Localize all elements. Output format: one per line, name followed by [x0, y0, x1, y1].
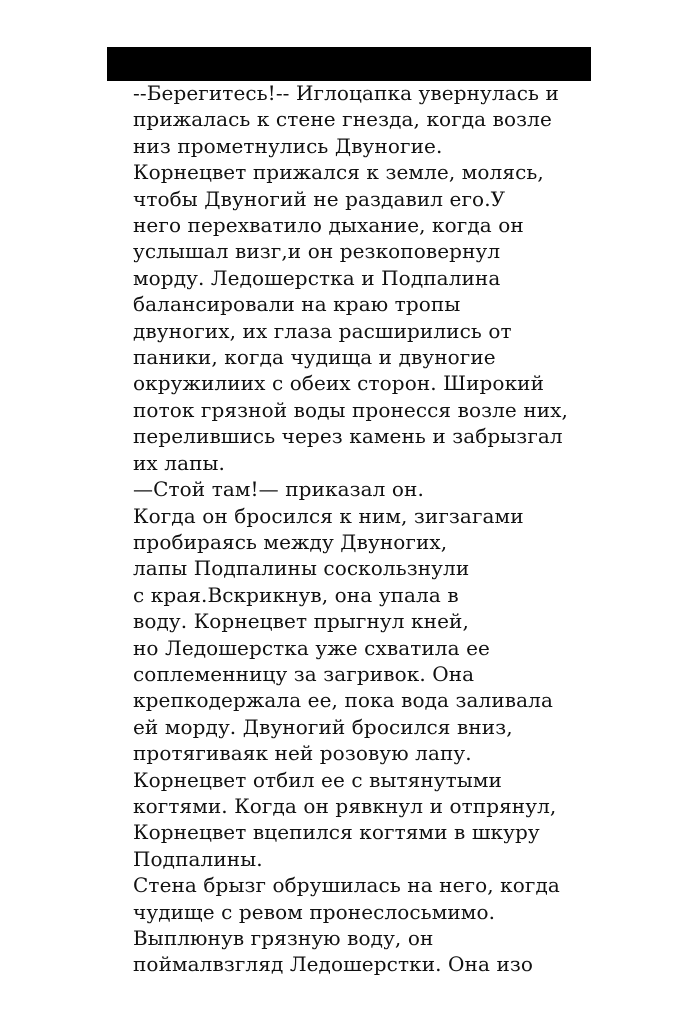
text-line: поток грязной воды пронесся возле них, [133, 397, 569, 422]
text-line: соплеменницу за загривок. Она [133, 661, 475, 686]
text-line: пробираясь между Двуногих, [133, 529, 448, 554]
text-line: Корнецвет прижался к земле, молясь, [133, 160, 544, 185]
text-line: —Стой там!— приказал он. [133, 477, 424, 502]
text-line: поймалвзгляд Ледошерстки. Она изо [133, 952, 534, 977]
text-line: чудище с ревом пронеслосьмимо. [133, 899, 496, 924]
text-line: когтями. Когда он рявкнул и отпрянул, [133, 793, 557, 818]
text-line: него перехватило дыхание, когда он [133, 213, 524, 238]
text-line: Стена брызг обрушилась на него, когда [133, 873, 560, 898]
text-line: протягиваяк ней розовую лапу. [133, 741, 472, 766]
text-line: перелившись через камень и забрызгал [133, 424, 563, 449]
text-line: Когда он бросился к ним, зигзагами [133, 503, 524, 528]
text-line: Выплюнув грязную воду, он [133, 926, 434, 950]
text-line: балансировали на краю тропы [133, 292, 461, 317]
text-line: окружилиих с обеих сторон. Широкий [133, 371, 545, 396]
text-line: чтобы Двуногий не раздавил его.У [133, 186, 506, 211]
text-line: крепкодержала ее, пока вода заливала [133, 688, 553, 713]
text-line: их лапы. [133, 450, 226, 475]
text-line: прижалась к стене гнезда, когда возле [133, 107, 552, 132]
text-line: воду. Корнецвет прыгнул кней, [133, 609, 469, 634]
text-line: Подпалины. [133, 846, 263, 871]
text-line: паники, когда чудища и двуногие [133, 345, 496, 370]
text-line: морду. Ледошерстка и Подпалина [133, 265, 501, 290]
text-line: --Берегитесь!-- Иглоцапка увернулась и [133, 81, 559, 105]
story-text [133, 80, 573, 978]
text-line: ей морду. Двуногий бросился вниз, [133, 714, 513, 739]
text-line: низ прометнулись Двуногие. [133, 133, 443, 158]
text-line: двуногих, их глаза расширились от [133, 318, 512, 343]
text-line: с края.Вскрикнув, она упала в [133, 582, 459, 607]
text-line: услышал визг,и он резкоповернул [133, 239, 501, 264]
text-line: лапы Подпалины соскользнули [133, 556, 470, 581]
text-line: но Ледошерстка уже схватила ее [133, 635, 490, 660]
black-header-bar [107, 47, 591, 81]
text-line: Корнецвет отбил ее с вытянутыми [133, 767, 502, 792]
text-line: Корнецвет вцепился когтями в шкуру [133, 820, 540, 845]
